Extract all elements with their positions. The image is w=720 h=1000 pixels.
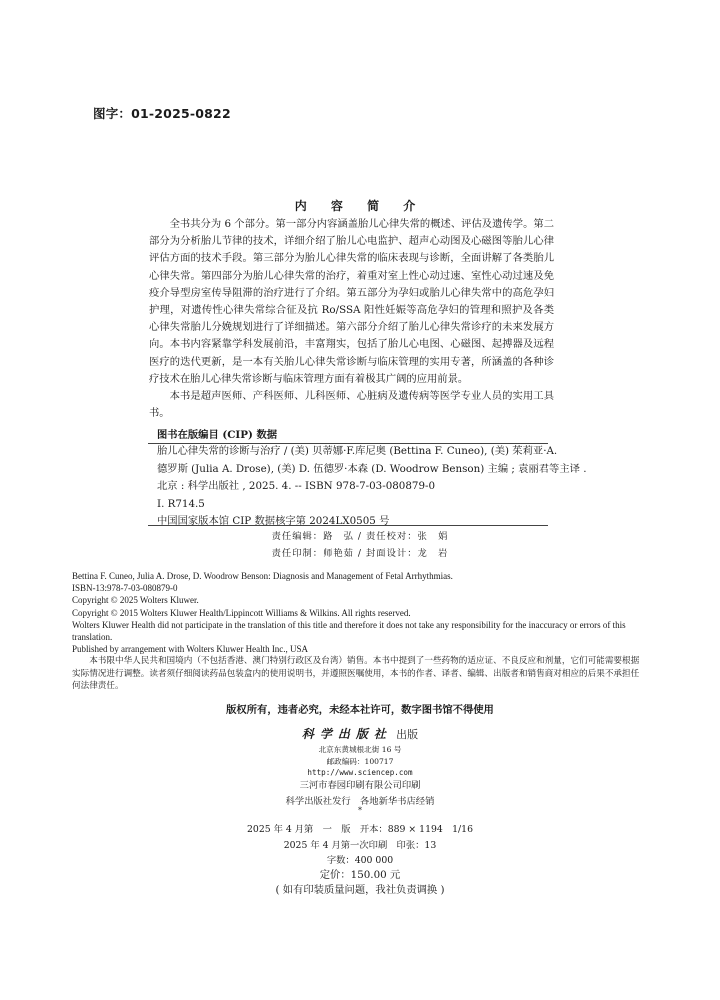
publisher-postcode: 邮政编码：100717 [326, 756, 394, 766]
print-credits: 责任印制：师艳茹 / 封面设计：龙 岩 [271, 548, 449, 559]
publisher-suffix: 出版 [396, 728, 419, 741]
cip-line: Ⅰ. R714.5 [157, 497, 205, 510]
summary-body [149, 216, 554, 422]
publisher-website: http://www.sciencep.com [307, 768, 413, 777]
summary-paragraph: 本书是超声医师、产科医师、儿科医师、心脏病及遗传病等医学专业人员的实用工具书。 [149, 390, 554, 420]
summary-paragraph: 全书共分为 6 个部分。第一部分内容涵盖胎儿心律失常的概述、评估及遗传学。第二部分为分析胎儿节律的技术，详细介绍了胎儿心电监护、超声心动图及心磁图等胎儿心律评估方面的技术手段。第三部分为胎儿心律失常的临床表现与诊断，全面讲解了各类胎儿心律失常。第四部分为胎儿心律失常的治疗，着重对室上性心动过速、室性心动过速及免疫介导型房室传导阻滞的治疗进行了介绍。第五部分为孕妇或胎儿心律失常中的高危孕妇护理，对遗传性心律失常综合征及抗 Ro/SSA 阳性妊娠等高危孕妇的管理和照护及各类心律失常胎儿分娩规划进行了详细描述。第六部分介绍了胎儿心律失常诊疗的未来发展方向。本书内容紧靠学科发展前沿，丰富翔实，包括了胎儿心电图、心磁图、起搏器及远程医疗的迭代更新，是一本有关胎儿心律失常诊断与临床管理的实用专著，所涵盖的各种诊疗技术在胎儿心律失常诊断与临床管理方面有着极其广阔的应用前景。 [149, 218, 554, 385]
summary-title: 内 容 简 介 [294, 199, 426, 213]
publisher-address: 北京东黄城根北街 16 号 [318, 745, 402, 754]
arrangement-line: Published by arrangement with Wolters Kluwer Health Inc., USA [72, 644, 309, 655]
distribution-line: 科学出版社发行 各地新华书店经销 [285, 796, 435, 807]
word-count: 字数：400 000 [326, 855, 394, 866]
cip-line: 中国国家版本馆 CIP 数据核字第 2024LX0505 号 [157, 515, 390, 528]
sales-notice: 本书限中华人民共和国境内（不包括香港、澳门特别行政区及台湾）销售。本书中提到了一些药物的适应证、不良反应和剂量，它们可能需要根据实际情况进行调整。读者须仔细阅读药品包装盒内的使用说明书，并遵照医嘱使用，本书的作者、译者、编辑、出版者和销售商对相应的后果不承担任何法律责任。 [72, 656, 640, 692]
copyright-block [72, 570, 647, 693]
registration-number: 图字：01-2025-0822 [93, 106, 231, 121]
separator-mark: * [358, 806, 362, 815]
publisher-name: 科学出版社 [301, 727, 392, 741]
edition-specs [0, 822, 720, 869]
cip-line: 北京 : 科学出版社 , 2025. 4. -- ISBN 978-7-03-080879-0 [157, 480, 436, 493]
printing-line: 2025 年 4 月第一次印刷 印张：13 [283, 839, 437, 851]
quality-guarantee: ( 如有印装质量问题，我社负责调换 ) [275, 884, 445, 896]
rights-notice: 版权所有，违者必究，未经本社许可，数字图书馆不得使用 [226, 704, 494, 716]
price: 定价：150.00 元 [319, 869, 401, 881]
translation-disclaimer: Wolters Kluwer Health did not participate in the translation of this title and therefore it does not take any responsibility for the inaccuracy or errors of this translation. [72, 619, 626, 643]
cip-heading: 图书在版编目 (CIP) 数据 [157, 429, 278, 441]
publisher-address-block [0, 744, 720, 779]
cip-bottom-rule [148, 525, 548, 526]
cip-block [157, 443, 587, 531]
copyright-line: Copyright © 2015 Wolters Kluwer Health/Lippincott Williams & Wilkins. All rights reserved. [72, 607, 411, 618]
publisher-line [0, 725, 720, 742]
editor-credits: 责任编辑：路 弘 / 责任校对：张 娟 [271, 531, 449, 542]
copyright-line: ISBN-13:978-7-03-080879-0 [72, 583, 178, 594]
copyright-line: Bettina F. Cuneo, Julia A. Drose, D. Woodrow Benson: Diagnosis and Management of Fetal Arrhythmias. [72, 571, 453, 581]
cip-line: 胎儿心律失常的诊断与治疗 / (美) 贝蒂娜·F.库尼奥 (Bettina F. Cuneo), (美) 茱莉亚·A. [157, 445, 558, 457]
printer-company: 三河市春园印刷有限公司印刷 [299, 780, 421, 791]
copyright-line: Copyright © 2025 Wolters Kluwer. [72, 595, 199, 606]
edition-line: 2025 年 4 月第 一 版 开本：889 × 1194 1/16 [247, 824, 473, 835]
cip-line: 德罗斯 (Julia A. Drose), (美) D. 伍德罗·本森 (D. Woodrow Benson) 主编 ; 袁丽君等主译 . [157, 462, 587, 475]
